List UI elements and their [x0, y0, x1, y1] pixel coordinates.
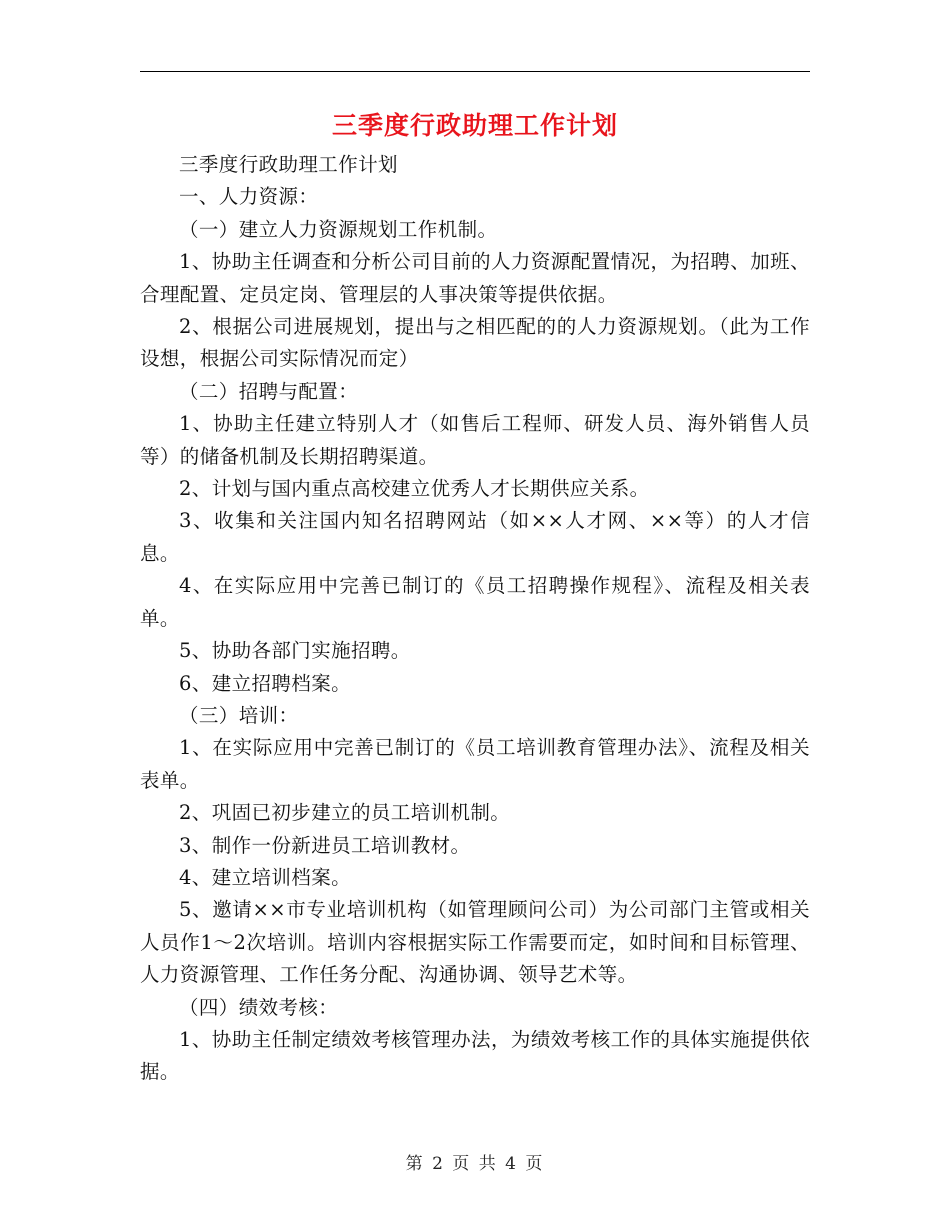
subsection-heading-performance: （四）绩效考核： — [179, 995, 339, 1019]
subsection-heading-training: （三）培训： — [179, 703, 299, 727]
paragraph: 2、计划与国内重点高校建立优秀人才长期供应关系。 — [179, 477, 650, 501]
paragraph: 2、根据公司进展规划，提出与之相匹配的的人力资源规划。（此为工作设想，根据公司实际情况而定） — [140, 315, 810, 371]
document-title: 三季度行政助理工作计划 — [331, 111, 618, 140]
paragraph: 4、在实际应用中完善已制订的《员工招聘操作规程》、流程及相关表单。 — [140, 574, 810, 630]
paragraph: 6、建立招聘档案。 — [179, 671, 352, 695]
paragraph: 5、协助各部门实施招聘。 — [179, 639, 411, 663]
paragraph: 1、协助主任建立特别人才（如售后工程师、研发人员、海外销售人员等）的储备机制及长期招聘渠道。 — [140, 412, 810, 468]
subsection-heading-recruitment: （二）招聘与配置： — [179, 379, 359, 403]
paragraph: 1、协助主任调查和分析公司目前的人力资源配置情况，为招聘、加班、合理配置、定员定岗、管理层的人事决策等提供依据。 — [140, 250, 810, 306]
subsection-heading-planning: （一）建立人力资源规划工作机制。 — [179, 217, 498, 241]
paragraph-subtitle: 三季度行政助理工作计划 — [179, 153, 398, 176]
paragraph: 2、巩固已初步建立的员工培训机制。 — [179, 801, 511, 825]
paragraph: 4、建立培训档案。 — [179, 865, 352, 889]
document-body — [140, 149, 810, 1089]
paragraph: 3、收集和关注国内知名招聘网站（如××人才网、××等）的人才信息。 — [140, 509, 810, 565]
header-rule — [140, 71, 810, 72]
section-heading-hr: 一、人力资源： — [179, 185, 319, 209]
paragraph: 5、邀请××市专业培训机构（如管理顾问公司）为公司部门主管或相关人员作1～2次培训。培训内容根据实际工作需要而定，如时间和目标管理、人力资源管理、工作任务分配、沟通协调、领导艺术等。 — [140, 898, 810, 987]
paragraph: 1、协助主任制定绩效考核管理办法，为绩效考核工作的具体实施提供依据。 — [140, 1027, 810, 1084]
paragraph: 3、制作一份新进员工培训教材。 — [179, 833, 471, 857]
paragraph: 1、在实际应用中完善已制订的《员工培训教育管理办法》、流程及相关表单。 — [140, 736, 810, 792]
page-number-footer: 第 2 页 共 4 页 — [405, 1154, 545, 1174]
